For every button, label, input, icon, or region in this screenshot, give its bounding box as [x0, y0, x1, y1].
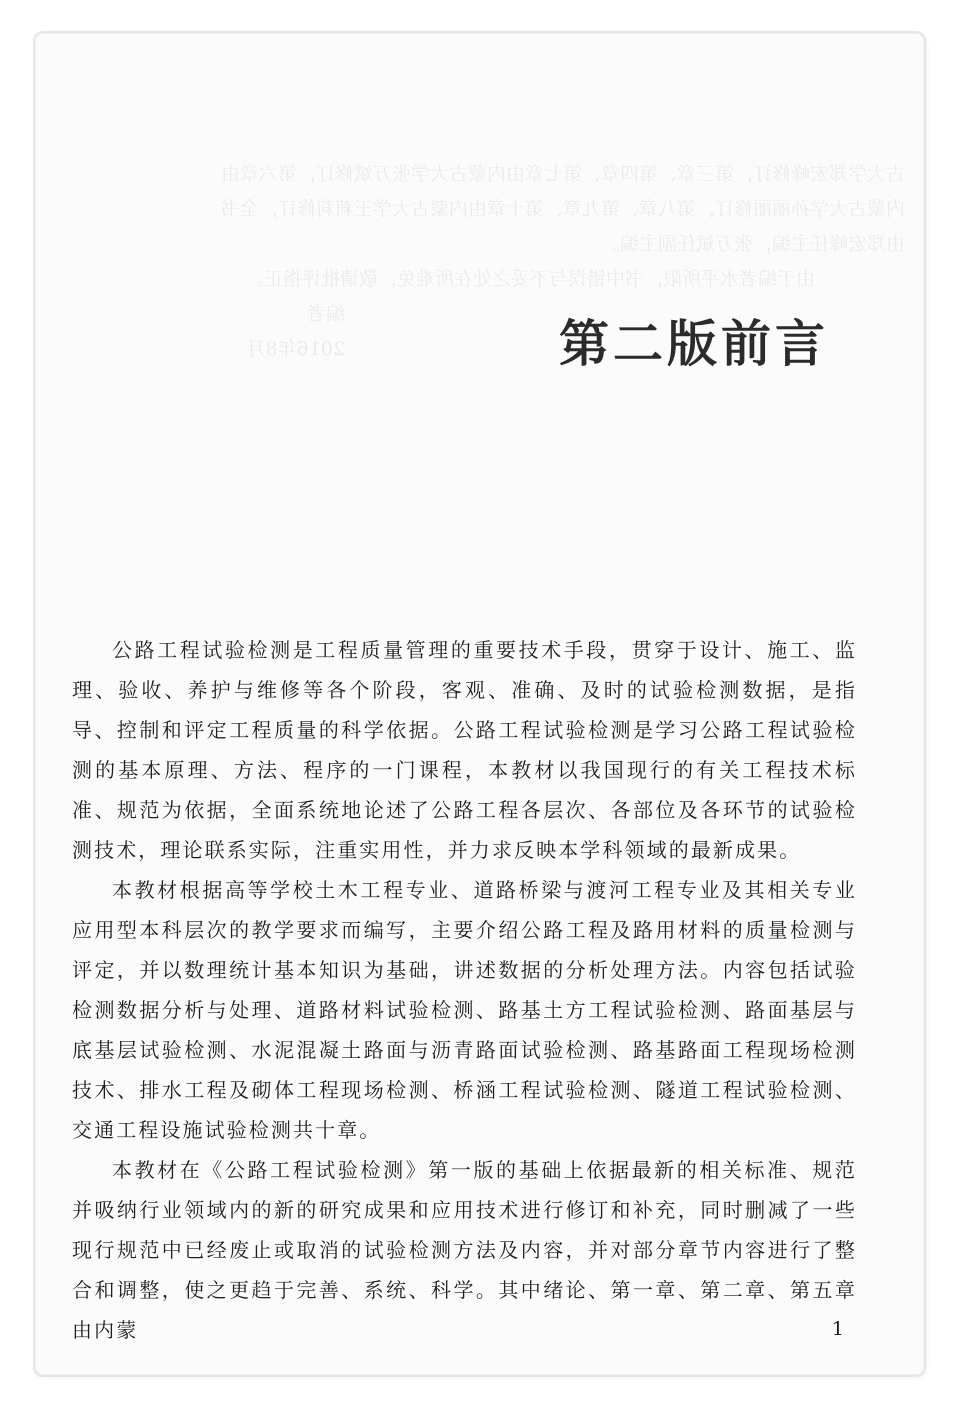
- show-through-line: 由郑宏峰任主编，张万斌任副主编。: [600, 233, 905, 255]
- show-through-line: 2016年8月: [246, 338, 345, 360]
- show-through-line: 由于编者水平所限，书中错误与不妥之处在所难免，敬请批评指正。: [244, 268, 815, 290]
- page-title: 第二版前言: [559, 314, 829, 373]
- show-through-line: 内蒙古大学孙丽丽修订，第八章、第九章、第十章由内蒙古大学王莉莉修订，全书: [220, 198, 905, 220]
- paragraph: 本教材在《公路工程试验检测》第一版的基础上依据最新的相关标准、规范并吸纳行业领域内的新的研究成果和应用技术进行修订和补充，同时删减了一些现行规范中已经废止或取消的试验检测方法及内容，并对部分章节内容进行了整合和调整，使之更趋于完善、系统、科学。其中绪论、第一章、第二章、第五章由内蒙: [72, 1158, 857, 1342]
- body-text: [72, 630, 857, 1350]
- paragraph: 公路工程试验检测是工程质量管理的重要技术手段，贯穿于设计、施工、监理、验收、养护与维修等各个阶段，客观、准确、及时的试验检测数据，是指导、控制和评定工程质量的科学依据。公路工程试验检测是学习公路工程试验检测的基本原理、方法、程序的一门课程，本教材以我国现行的有关工程技术标准、规范为依据，全面系统地论述了公路工程各层次、各部位及各环节的试验检测技术，理论联系实际，注重实用性，并力求反映本学科领域的最新成果。: [72, 638, 857, 862]
- show-through-line: 古大学郑宏峰修订，第三章、第四章、第七章由内蒙古大学张万斌修订，第六章由: [220, 163, 905, 185]
- paragraph: 本教材根据高等学校土木工程专业、道路桥梁与渡河工程专业及其相关专业应用型本科层次的教学要求而编写，主要介绍公路工程及路用材料的质量检测与评定，并以数理统计基本知识为基础，讲述数据的分析处理方法。内容包括试验检测数据分析与处理、道路材料试验检测、路基土方工程试验检测、路面基层与底基层试验检测、水泥混凝土路面与沥青路面试验检测、路基路面工程现场检测技术、排水工程及砌体工程现场检测、桥涵工程试验检测、隧道工程试验检测、交通工程设施试验检测共十章。: [72, 878, 857, 1142]
- show-through-line: 编者: [306, 303, 345, 325]
- page-number: 1: [831, 1318, 844, 1340]
- document-page: [33, 31, 926, 1377]
